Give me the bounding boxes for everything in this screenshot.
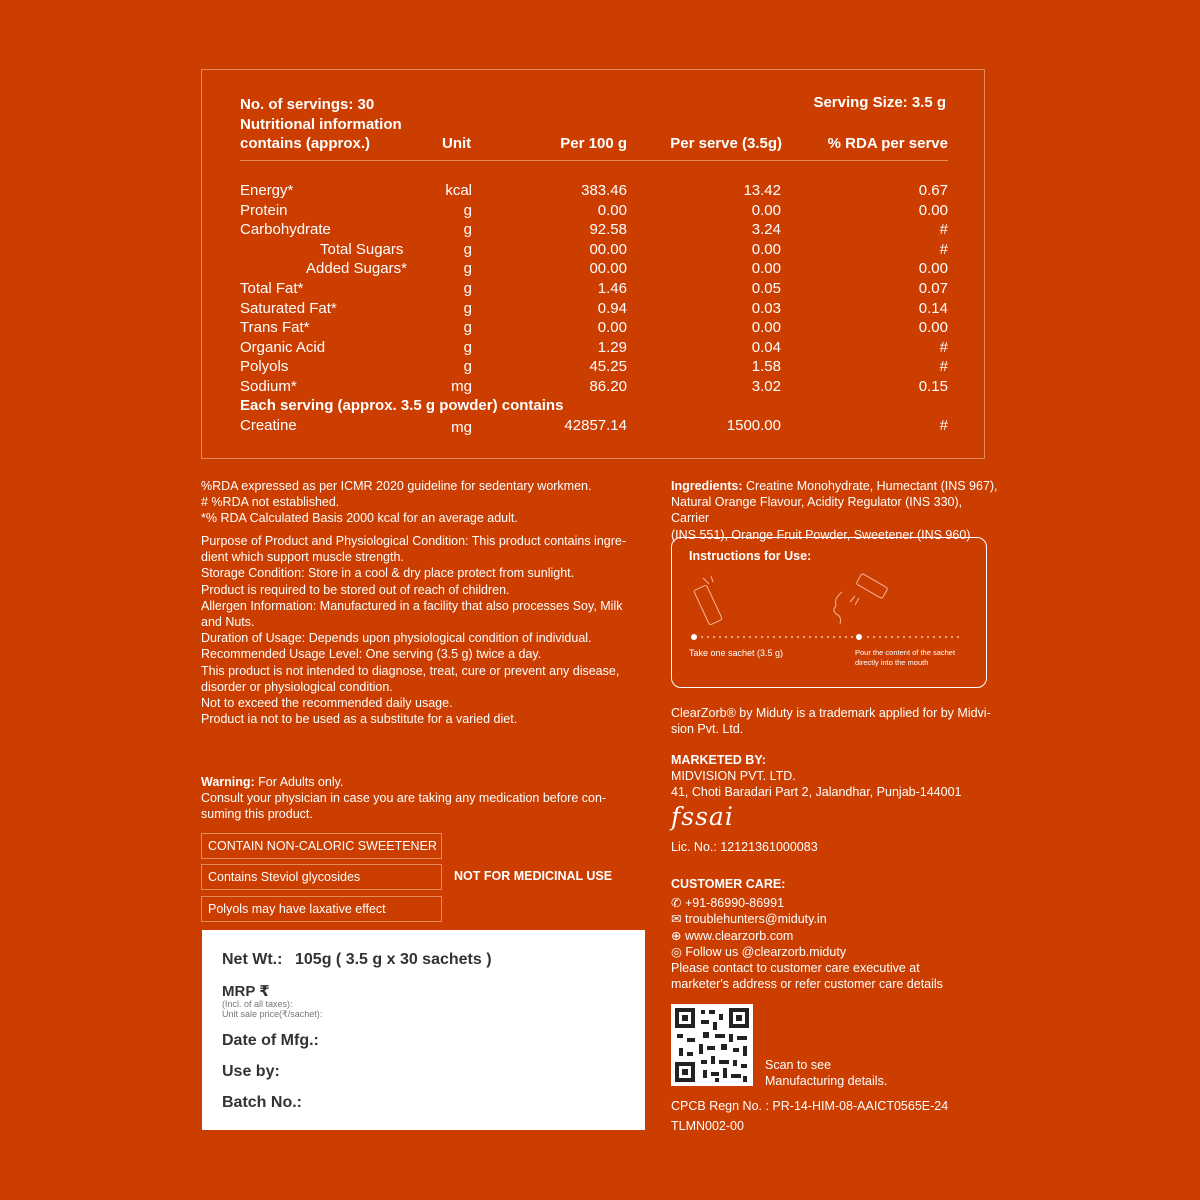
nutrient-per100: 0.94 [597,299,627,317]
nutrient-rda: # [939,240,948,258]
ingredients-line-2: Natural Orange Flavour, Acidity Regulator (INS 330), Carrier [671,495,963,526]
nutrient-name: Total Sugars [320,240,404,258]
nutrient-per100: 00.00 [589,260,627,278]
creatine-rda: # [939,417,948,434]
nutrient-per-serve: 0.05 [751,280,781,297]
nutrient-per-serve: 0.04 [751,338,781,356]
scan-line-2: Manufacturing details. [765,1074,888,1089]
use-by-label: Use by: [222,1063,280,1080]
note-line: Not to exceed the recommended daily usage. [201,696,453,711]
col-perserve-header: Per serve (3.5g) [670,135,782,152]
social-handle[interactable]: Follow us @clearzorb.miduty [685,944,847,959]
nutrient-per-serve: 0.00 [751,240,781,258]
nutrient-per-serve: 0.00 [751,260,781,278]
company-name: MIDVISION PVT. LTD. [671,769,796,784]
nutrient-name: Energy* [240,182,294,199]
instructions-panel [671,537,987,688]
contact-line-2: marketer's address or refer customer care details [671,977,943,992]
rda-notes [201,478,641,527]
phone-number[interactable]: +91-86990-86991 [684,896,785,911]
col-rda-header: % RDA per serve [827,135,948,152]
nutrient-name: Carbohydrate [240,221,331,239]
sachet-icon [694,576,723,625]
nutrient-rda: 0.07 [918,280,948,297]
nutrient-name: Trans Fat* [240,319,310,337]
nutrient-rda: 0.14 [918,299,948,317]
product-code: TLMN002-00 [671,1119,744,1133]
step-1-text: Take one sachet (3.5 g) [689,648,784,658]
nutrient-per-serve: 1.58 [751,358,781,376]
nutrient-per100: 0.00 [597,319,627,337]
nutrient-per100: 00.00 [589,240,627,258]
creatine-name: Creatine [240,417,297,434]
nutrient-name: Total Fat* [240,280,304,297]
step-2-line-1: Pour the content of the sachet [855,648,956,657]
warning-label: Warning: [201,775,255,789]
step2-dot [856,634,862,640]
net-wt-value: 105g ( 3.5 g x 30 sachets ) [295,951,492,968]
consult-line-2: suming this product. [201,807,313,822]
note-line: Duration of Usage: Depends upon physiological condition of individual. [201,631,592,646]
note-line: and Nuts. [201,615,255,630]
step-2-text [855,648,955,668]
note-line: disorder or physiological condition. [201,679,393,694]
nutrient-per-serve: 0.03 [751,299,781,317]
step1-dot [691,634,697,640]
nutrient-per-serve: 3.02 [751,378,781,395]
nutrient-rda: 0.15 [918,378,948,395]
nutrient-unit: g [463,299,472,317]
nutrient-unit: g [463,221,472,239]
license-number: Lic. No.: 12121361000083 [671,840,818,854]
fssai-logo: fssai [671,802,734,831]
nutrition-title-line1: Nutritional information [240,116,402,133]
nutrient-unit: g [463,319,472,337]
customer-care-label: CUSTOMER CARE: [671,877,786,891]
step-2-line-2: directly into the mouth [855,658,929,667]
unit-price: Unit sale price(₹/sachet): [222,1009,323,1019]
nutrient-per-serve: 3.24 [751,221,781,239]
warning-text: For Adults only. [254,775,344,789]
serving-size: Serving Size: 3.5 g [813,94,946,111]
nutrient-per100: 1.46 [597,280,627,297]
nutrient-per100: 0.00 [597,201,627,219]
incl-taxes: (Incl. of all taxes): [222,999,293,1009]
nutrient-name: Saturated Fat* [240,299,337,317]
pour-mouth-icon [834,573,888,624]
note-line: This product is not intended to diagnose, treat, cure or prevent any disease, [201,663,620,678]
servings-count: No. of servings: 30 [240,96,375,113]
sweetener-box: CONTAIN NON-CALORIC SWEETENER [201,833,442,859]
nutrient-unit: g [463,240,472,258]
nutrient-name: Added Sugars* [306,260,407,278]
nutrient-unit: g [463,260,472,278]
nutrient-per100: 383.46 [581,182,627,199]
nutrient-rda: 0.00 [918,319,948,337]
warning-block [201,774,641,823]
customer-care [671,876,1001,992]
nutrient-rda: 0.67 [918,182,948,199]
nutrient-rda: # [939,338,948,356]
rda-note-1: %RDA expressed as per ICMR 2020 guideline for sedentary workmen. [201,479,592,493]
nutrient-name: Polyols [240,358,289,376]
instagram-icon: ◎ [671,944,682,959]
creatine-serve: 1500.00 [726,417,781,434]
batch-label: Batch No.: [222,1094,302,1111]
nutrient-per100: 92.58 [589,221,627,239]
website[interactable]: www.clearzorb.com [684,928,794,943]
net-wt-label: Net Wt.: [222,951,283,968]
note-line: dient which support muscle strength. [201,550,404,565]
nutrient-unit: g [463,201,472,219]
nutrient-unit: g [463,358,472,376]
ingredients [671,478,1001,543]
instructions-title: Instructions for Use: [689,549,812,563]
qr-code-graphic [671,1004,753,1086]
nutrient-per100: 86.20 [589,378,627,395]
email-address[interactable]: troublehunters@miduty.in [684,912,827,927]
nutrition-table [201,69,985,459]
nutrient-per-serve: 13.42 [743,182,781,199]
col-per100-header: Per 100 g [560,135,627,152]
mfg-date-label: Date of Mfg.: [222,1032,319,1049]
note-line: Purpose of Product and Physiological Condition: This product contains ingre- [201,534,627,548]
steviol-box: Contains Steviol glycosides [201,864,442,890]
social-row [671,944,1001,960]
nutrient-rda: # [939,358,948,376]
nutrient-name: Sodium* [240,378,297,395]
cpcb-registration: CPCB Regn No. : PR-14-HIM-08-AAICT0565E-24 [671,1099,949,1113]
ingredients-label: Ingredients: [671,479,743,493]
phone-icon: ✆ [671,896,682,911]
note-line: Recommended Usage Level: One serving (3.5 g) twice a day. [201,647,542,662]
nutrient-name: Organic Acid [240,338,326,356]
marketed-label: MARKETED BY: [671,753,766,767]
web-row [671,928,1001,944]
rda-note-3: *% RDA Calculated Basis 2000 kcal for an average adult. [201,511,518,526]
trademark-note [671,705,1001,737]
nutrient-per-serve: 0.00 [751,201,781,219]
company-address: 41, Choti Baradari Part 2, Jalandhar, Punjab-144001 [671,785,962,800]
mrp-label: MRP ₹ [222,983,270,1000]
note-line: Product ia not to be used as a substitute for a varied diet. [201,712,518,727]
rda-note-2: # %RDA not established. [201,495,340,510]
each-serving-heading: Each serving (approx. 3.5 g powder) contains [240,397,564,414]
consult-line-1: Consult your physician in case you are taking any medication before con- [201,791,607,806]
mail-icon: ✉ [671,912,682,927]
qr-code[interactable] [671,1004,753,1086]
nutrient-unit: g [463,338,472,356]
creatine-per100: 42857.14 [564,417,627,434]
nutrition-title-line2: contains (approx.) [240,135,371,152]
col-unit-header: Unit [442,135,472,152]
note-line: Storage Condition: Store in a cool & dry place protect from sunlight. [201,566,575,581]
creatine-unit: mg [451,419,472,436]
not-medicinal-label: NOT FOR MEDICINAL USE [454,869,613,883]
email-row [671,911,1001,927]
nutrient-rda: # [939,221,948,239]
polyols-box: Polyols may have laxative effect [201,896,442,922]
contact-line-1: Please contact to customer care executive at [671,961,920,976]
phone-row [671,895,1001,911]
product-notes [201,533,641,727]
nutrient-rda: 0.00 [918,260,948,278]
note-line: Product is required to be stored out of reach of children. [201,582,510,597]
nutrient-rda: 0.00 [918,201,948,219]
scan-line-1: Scan to see [765,1058,832,1072]
ingredients-line-1: Creatine Monohydrate, Humectant (INS 967), [742,479,998,493]
nutrient-per-serve: 0.00 [751,319,781,337]
scan-text [765,1057,887,1089]
nutrient-unit: g [463,280,472,297]
header-divider [240,160,948,161]
ingredients-line-3: (INS 551), Orange Fruit Powder, Sweetener (INS 960) [671,527,971,542]
trademark-line-1: ClearZorb® by Miduty is a trademark applied for by Midvi- [671,706,991,720]
nutrient-unit: mg [451,378,472,395]
net-weight-panel [202,930,645,1130]
nutrient-per100: 45.25 [589,358,627,376]
trademark-line-2: sion Pvt. Ltd. [671,722,744,737]
nutrient-unit: kcal [445,182,472,199]
note-line: Allergen Information: Manufactured in a facility that also processes Soy, Milk [201,598,623,613]
nutrient-per100: 1.29 [597,338,627,356]
globe-icon: ⊕ [671,928,682,943]
marketed-by [671,752,1001,801]
nutrient-name: Protein [240,201,288,219]
